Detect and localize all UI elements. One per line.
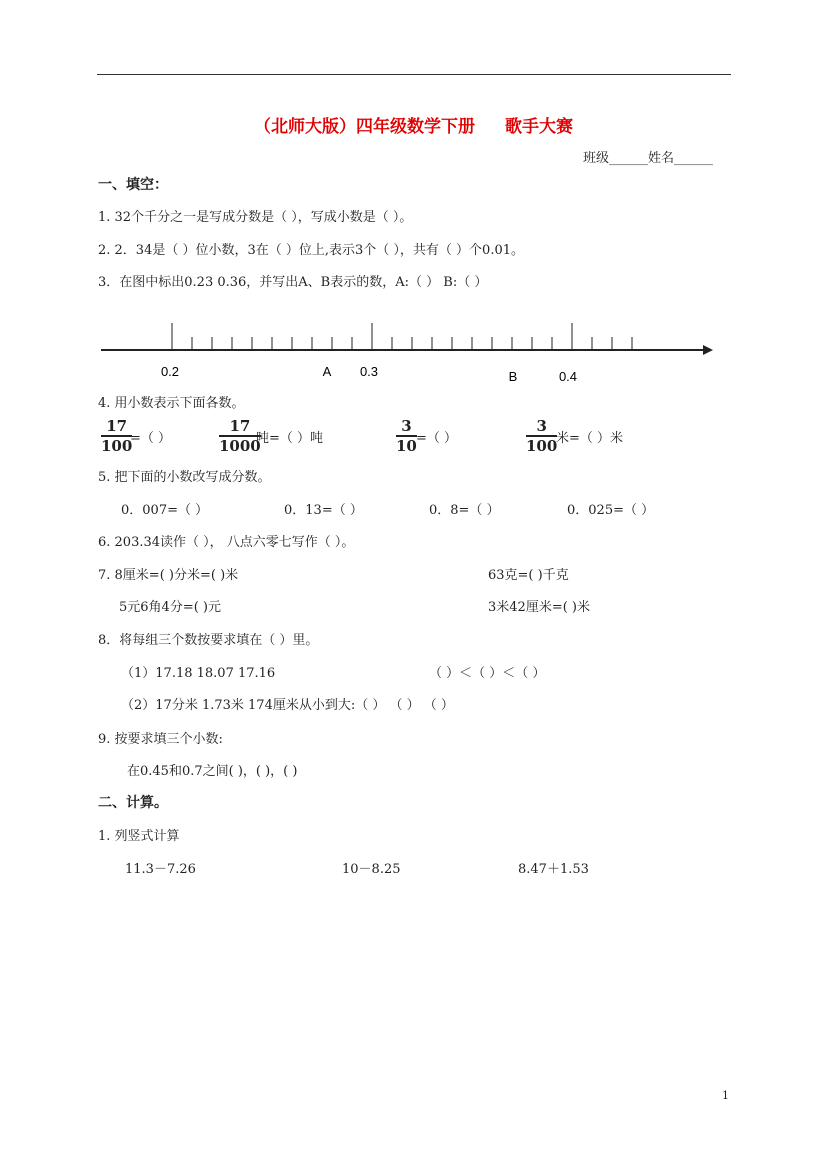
page-number: 1	[722, 1089, 729, 1102]
label-0-4: 0.4	[558, 369, 578, 384]
q5-item-2: 0．13=（ ）	[284, 503, 363, 518]
fraction-3-10: 3 10	[396, 417, 417, 455]
question-3: 3．在图中标出0.23 0.36，并写出A、B表示的数，A:（ ） B:（ ）	[98, 275, 488, 290]
question-7a: 7. 8厘米=( )分米=( )米	[98, 568, 239, 583]
question-5: 5. 把下面的小数改写成分数。	[98, 470, 271, 485]
question-2: 2. 2．34是（ ）位小数，3在（ ）位上,表示3个（ ），共有（ ）个0.01。	[98, 243, 524, 258]
expr-1: 11.3－7.26	[125, 862, 196, 877]
class-name-line: 班级______姓名______	[583, 151, 714, 166]
question-7b: 63克=( )千克	[488, 568, 569, 583]
fraction-17-100: 17 100	[101, 417, 133, 455]
title-part1: （北师大版）四年级数学下册	[254, 117, 475, 137]
fraction-3-10-answer: =（ ）	[416, 431, 458, 446]
fraction-3-100-answer: 米=（ ）米	[556, 431, 624, 446]
question-8: 8．将每组三个数按要求填在（ ）里。	[98, 633, 319, 648]
fraction-17-1000: 17 1000	[219, 417, 261, 455]
question-7d: 3米42厘米=( )米	[488, 600, 590, 615]
expr-3: 8.47＋1.53	[518, 862, 589, 877]
number-line-arrow	[703, 345, 713, 355]
q8-group2: （2）17分米 1.73米 174厘米从小到大:（ ） （ ） （ ）	[121, 698, 454, 713]
q9-line: 在0.45和0.7之间( )，( )，( )	[127, 764, 298, 779]
label-a: A	[322, 364, 332, 379]
question-9: 9. 按要求填三个小数:	[98, 732, 223, 747]
fraction-17-1000-answer: 吨=（ ）吨	[256, 431, 324, 446]
q8-group1-blanks: （ ）＜（ ）＜（ ）	[429, 666, 546, 681]
section2-question-1: 1. 列竖式计算	[98, 829, 180, 844]
expr-2: 10－8.25	[342, 862, 401, 877]
fraction-17-100-answer: =（ ）	[130, 431, 172, 446]
question-7c: 5元6角4分=( )元	[119, 600, 221, 615]
question-1: 1. 32个千分之一是写成分数是（ ），写成小数是（ ）。	[98, 210, 413, 225]
label-b: B	[508, 369, 518, 384]
label-0-3: 0.3	[359, 364, 379, 379]
page-title	[0, 112, 827, 137]
q5-item-1: 0．007=（ ）	[121, 503, 209, 518]
question-6: 6. 203.34读作（ ）， 八点六零七写作（ ）。	[98, 535, 355, 550]
q5-item-3: 0．8=（ ）	[429, 503, 500, 518]
section2-heading: 二、计算。	[98, 795, 168, 811]
q8-group1-numbers: （1）17.18 18.07 17.16	[121, 666, 276, 681]
label-0-2: 0.2	[160, 364, 180, 379]
title-part2: 歌手大赛	[505, 117, 573, 137]
question-4: 4. 用小数表示下面各数。	[98, 396, 245, 411]
number-line	[95, 315, 720, 390]
section1-heading: 一、填空：	[98, 177, 168, 193]
fraction-3-100: 3 100	[526, 417, 558, 455]
top-rule	[97, 74, 731, 75]
q5-item-4: 0．025=（ ）	[567, 503, 655, 518]
number-line-ticks	[172, 323, 632, 350]
